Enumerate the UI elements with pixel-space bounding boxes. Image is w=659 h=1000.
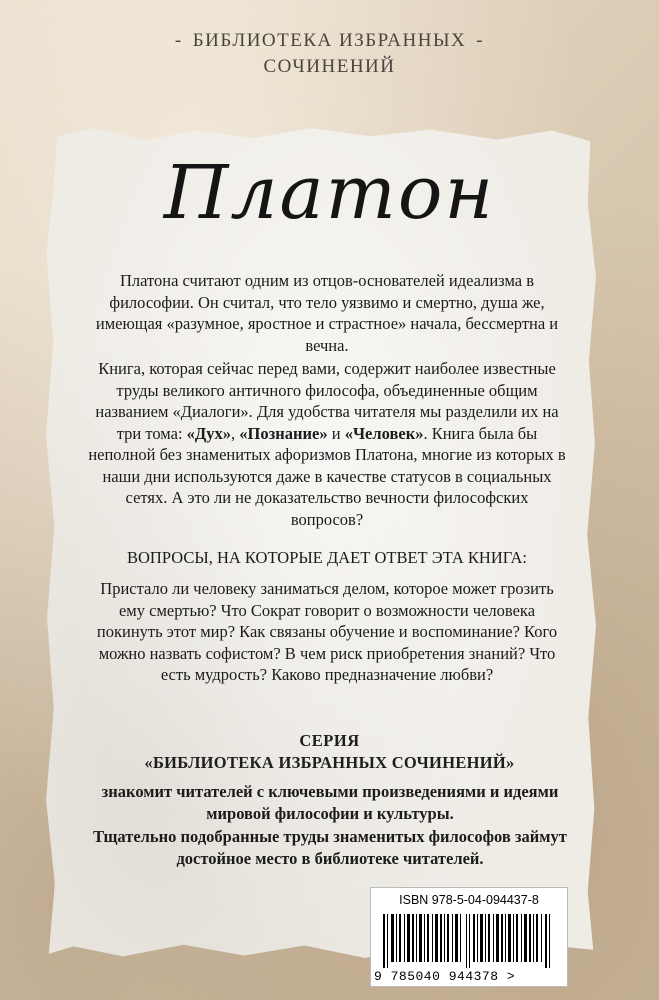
book-description-paragraph [88, 358, 566, 530]
series-description-2: Тщательно подобранные труды знаменитых философов займут достойное место в библиотеке читателей. [93, 827, 567, 868]
barcode-bars [383, 914, 555, 968]
series-header-text1: БИБЛИОТЕКА ИЗБРАННЫХ [192, 30, 467, 51]
series-description: знакомит читателей с ключевыми произведениями и идеями мировой философии и культуры. [101, 782, 559, 823]
series-header-line1 [0, 30, 659, 52]
series-name: «БИБЛИОТЕКА ИЗБРАННЫХ СОЧИНЕНИЙ» [144, 753, 515, 772]
book-title: Платон [163, 150, 496, 236]
series-header-line2: СОЧИНЕНИЙ [263, 56, 396, 77]
volume-3-name: «Человек» [344, 423, 424, 443]
book-desc-part1: Книга, которая сейчас перед вами, содержит наиболее известные труды великого античного философа, объединенные общим названием «Диалоги». Для удобства читателя мы разделили их на три тома: [95, 359, 559, 443]
barcode-box [370, 887, 568, 987]
barcode-digits: 9 785040 944378 > [374, 969, 516, 984]
volume-2-name: «Познание» [239, 423, 328, 443]
isbn-text: ISBN 978-5-04-094437-8 [399, 893, 539, 907]
questions-heading: ВОПРОСЫ, НА КОТОРЫЕ ДАЕТ ОТВЕТ ЭТА КНИГА: [127, 548, 527, 567]
dash-right: - [476, 30, 485, 51]
series-label: СЕРИЯ [299, 731, 360, 750]
volume-1-name: «Дух» [186, 423, 232, 443]
separator-1: , [231, 423, 240, 443]
dash-left: - [174, 30, 183, 51]
separator-2: и [327, 423, 345, 443]
intro-paragraph: Платона считают одним из отцов-основателей идеализма в философии. Он считал, что тело уязвимо и смертно, душа же, имеющая «разумное, яростное и страстное» начала, бессмертна и вечна. [95, 271, 559, 355]
book-desc-part2: . Книга была бы неполной без знаменитых афоризмов Платона, многие из которых в наши дни используются даже в качестве статусов в социальных сетях. А это ли не доказательство вечности философских вопросов? [88, 423, 566, 529]
questions-paragraph: Пристало ли человеку заниматься делом, которое может грозить ему смертью? Что Сократ говорит о возможности человека покинуть этот мир? Как связаны обучение и воспоминание? Кого можно назвать софистом? В чем риск приобретения знаний? Что есть мудрость? Каково предназначение любви? [96, 579, 558, 684]
series-header [0, 30, 659, 78]
